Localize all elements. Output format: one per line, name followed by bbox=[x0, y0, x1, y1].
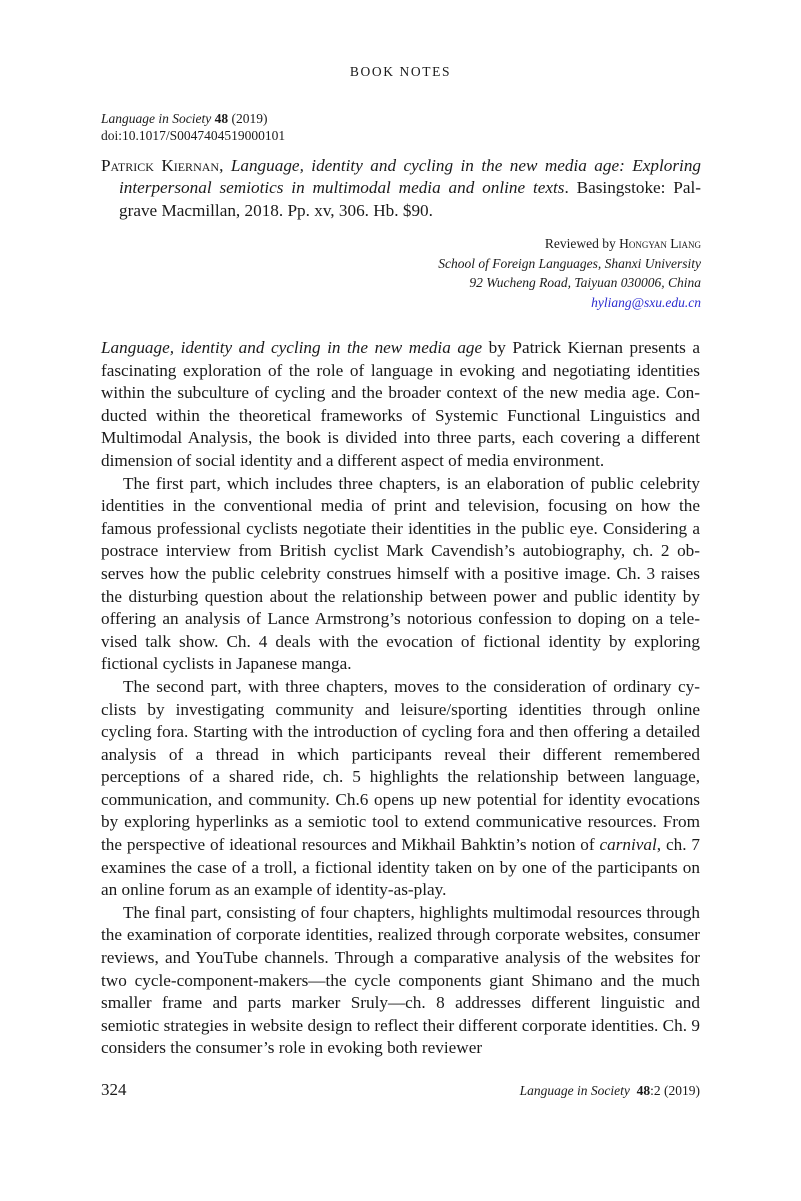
citation-year: (2019) bbox=[231, 111, 268, 126]
review-body bbox=[101, 337, 700, 1060]
page-footer bbox=[101, 1080, 700, 1100]
footer-issue: :2 (2019) bbox=[650, 1083, 700, 1098]
paragraph-3-text-b: , ch. 7 examines the case of a troll, a fictional identity taken on by one of the participants on an online forum as an example of identity-as-play. bbox=[101, 835, 700, 900]
paragraph-4: The final part, consisting of four chapters, highlights multimodal resources through the examination of corporate identities, realized through corporate websites, consumer reviews, and YouTube channels. Through a comparative analysis of the websites for two cycle-component-makers—the cycle components giant Shimano and the much smaller frame and parts marker Sruly—ch. 8 addresses different linguistic and semiotic strategies in website design to reflect their different corporate identities. Ch. 9 considers the consumer’s role in evoking both reviewer bbox=[101, 902, 700, 1058]
reviewer-name: Hongyan Liang bbox=[619, 236, 701, 251]
footer-volume: 48 bbox=[636, 1083, 651, 1098]
citation-doi: doi:10.1017/S0047404519000101 bbox=[101, 128, 286, 143]
reviewer-line bbox=[438, 234, 701, 254]
reviewer-block bbox=[438, 234, 701, 312]
footer-journal bbox=[520, 1083, 700, 1099]
reviewer-prefix: Reviewed by bbox=[544, 236, 620, 251]
reviewer-email-link[interactable]: hyliang@sxu.edu.cn bbox=[591, 294, 701, 310]
footer-journal-name: Language in Society bbox=[519, 1083, 630, 1098]
paragraph-1 bbox=[101, 337, 700, 473]
page-number: 324 bbox=[101, 1080, 127, 1099]
paragraph-1-book-title: Language, identity and cycling in the new media age bbox=[101, 338, 483, 357]
paragraph-3-italic: carnival bbox=[599, 835, 657, 855]
paragraph-3-text-a: The second part, with three chapters, moves to the consideration of ordinary cyclists by investigating community and leisure/sporting identities through online cycling fora. Starting with the introduction of cycling fora and then offering a detailed analysis of a thread in which participants reveal their different remembered perceptions of a shared ride, ch. 5 highlights the relationship between language, communication, and community. Ch.6 opens up new potential for identity evocations by exploring hyperlinks as a semiotic tool to extend communicative resources. From the perspective of ideational resources and Mikhail Bahktin’s notion of bbox=[101, 676, 700, 855]
reviewer-address: 92 Wucheng Road, Taiyuan 030006, China bbox=[469, 275, 701, 290]
running-head: BOOK NOTES bbox=[349, 64, 452, 79]
book-publication: . Basingstoke: Palgrave Macmillan, 2018. Pp. xv, 306. Hb. $90. bbox=[119, 178, 702, 220]
citation-journal: Language in Society bbox=[101, 111, 212, 126]
book-reference: Patrick Kiernan, Language, identity and cycling in the new media age: Exploring interpersonal semiotics in multimodal media and online texts. Basingstoke: Palgrave Macmillan, 2018. Pp. xv, 306. Hb. $90. bbox=[101, 156, 702, 220]
book-author: Patrick Kiernan bbox=[101, 156, 220, 175]
paragraph-3 bbox=[101, 676, 700, 902]
citation-journal-line bbox=[101, 110, 285, 127]
citation-block bbox=[101, 110, 285, 144]
reviewer-affiliation: School of Foreign Languages, Shanxi University bbox=[438, 255, 701, 271]
citation-volume: 48 bbox=[214, 111, 229, 126]
book-title: Language, identity and cycling in the new media age: Exploring interpersonal semiotics in multimodal media and online texts bbox=[119, 156, 702, 198]
paragraph-1-text: by Patrick Kiernan presents a fascinating exploration of the role of language in evoking and negotiating identities within the subculture of cycling and the broader context of the new media age. Conducted within the theoretical frameworks of Systemic Functional Linguistics and Multimodal Analysis, the book is divided into three parts, each covering a different dimension of social identity and a different aspect of media environment. bbox=[101, 338, 700, 470]
paragraph-2: The first part, which includes three chapters, is an elaboration of public celebrity identities in the conventional media of print and television, focusing on how the famous professional cyclists negotiate their identities in the public eye. Considering a postrace interview from British cyclist Mark Cavendish’s autobiography, ch. 2 observes how the public celebrity construes himself with a positive image. Ch. 3 raises the disturbing question about the relationship between power and public identity by offering an analysis of Lance Armstrong’s notorious confession to doping on a televised talk show. Ch. 4 deals with the evocation of fictional identity by exploring fictional cyclists in Japanese manga. bbox=[101, 473, 700, 674]
